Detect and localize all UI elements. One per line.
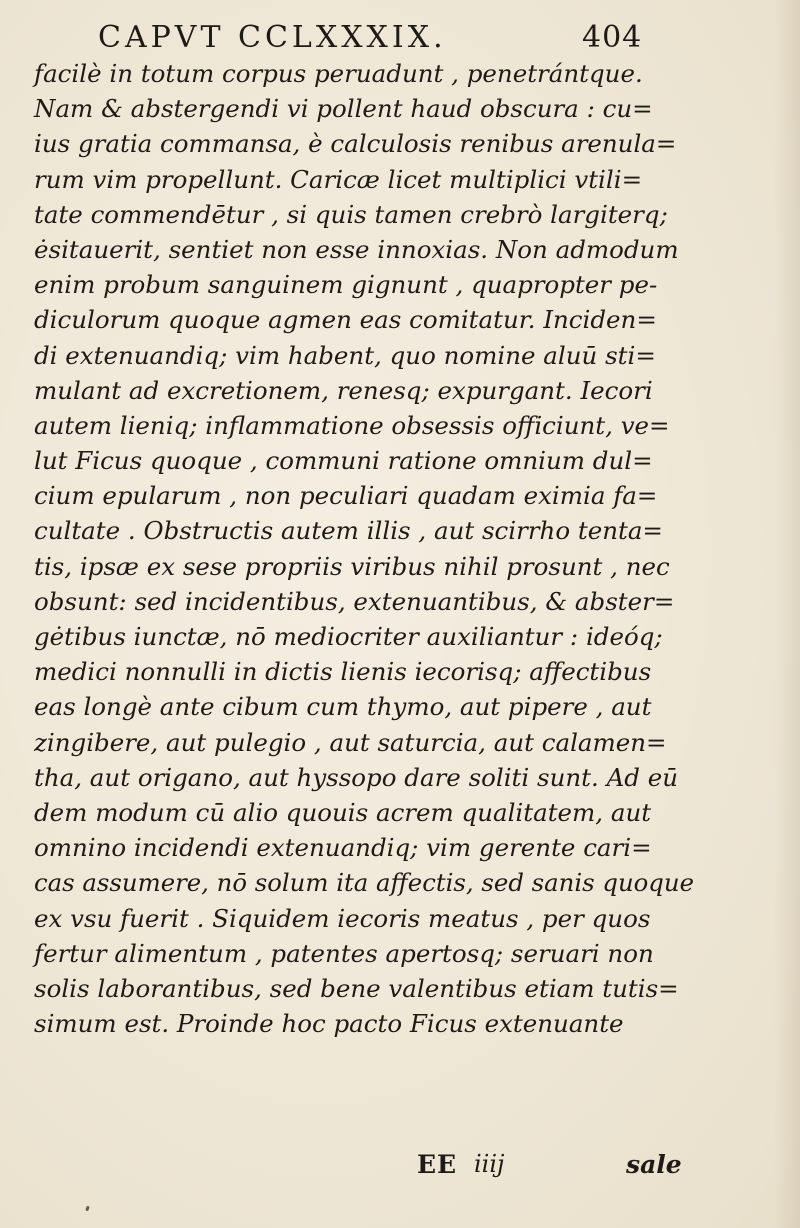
text-line: Nam & abstergendi vi pollent haud obscura : cu= — [34, 94, 653, 124]
text-line: di extenuandiq; vim habent, quo nomine aluū sti= — [34, 340, 656, 370]
catchword: sale — [626, 1150, 682, 1179]
page-header — [98, 14, 668, 58]
text-line: facilè in totum corpus peruadunt , penetrántque. — [34, 59, 643, 88]
text-line: zingibere, aut pulegio , aut saturcia, aut calamen= — [34, 727, 667, 757]
page-footer — [0, 1146, 800, 1186]
text-line: enim probum sanguinem gignunt , quapropter pe- — [34, 270, 658, 300]
text-line: ėsitauerit, sentiet non esse innoxias. Non admodum — [34, 234, 679, 264]
running-title: CAPVT CCLXXXIX. — [98, 20, 447, 55]
text-line: obsunt: sed incidentibus, extenuantibus, & abster= — [34, 586, 675, 616]
text-line: tate commendētur , si quis tamen crebrò largiterq; — [34, 199, 668, 229]
text-line: gėtibus iunctæ, nō mediocriter auxiliantur : ideóq; — [34, 622, 663, 651]
signature-number: iiij — [474, 1150, 505, 1178]
text-line: cultate . Obstructis autem illis , aut scirrho tenta= — [34, 516, 663, 546]
text-line: dem modum cū alio quouis acrem qualitatem, aut — [34, 797, 652, 827]
text-line: eas longè ante cibum cum thymo, aut pipere , aut — [34, 692, 652, 722]
main-text-block — [34, 56, 694, 1041]
page-number: 404 — [582, 20, 643, 55]
text-line: solis laborantibus, sed bene valentibus etiam tutis= — [34, 973, 679, 1003]
text-line: rum vim propellunt. Caricæ licet multiplici vtili= — [34, 164, 643, 194]
text-line: simum est. Proinde hoc pacto Ficus extenuante — [34, 1009, 624, 1039]
text-line: ex vsu fuerit . Siquidem iecoris meatus , per quos — [34, 903, 651, 933]
text-line: omnino incidendi extenuandiq; vim gerente cari= — [34, 833, 652, 863]
text-line: mulant ad excretionem, renesq; expurgant. Iecori — [34, 375, 653, 405]
text-line: cas assumere, nō solum ita affectis, sed sanis quoque — [34, 868, 695, 898]
text-line: medici nonnulli in dictis lienis iecorisq; affectibus — [34, 657, 652, 687]
text-line: lut Ficus quoque , communi ratione omnium dul= — [34, 446, 653, 476]
text-line: fertur alimentum , patentes apertosq; seruari non — [34, 938, 654, 968]
signature-mark: EE — [417, 1150, 458, 1179]
text-line: autem lieniq; inflammatione obsessis officiunt, ve= — [34, 410, 670, 440]
text-line: ius gratia commansa, è calculosis renibus arenula= — [34, 129, 677, 159]
text-line: cium epularum , non peculiari quadam eximia fa= — [34, 481, 658, 511]
ink-speck — [85, 1206, 90, 1212]
text-line: diculorum quoque agmen eas comitatur. Inciden= — [34, 305, 657, 335]
text-line: tha, aut origano, aut hyssopo dare soliti sunt. Ad eū — [34, 762, 679, 792]
text-line: tis, ipsæ ex sese propriis viribus nihil prosunt , nec — [34, 551, 670, 581]
